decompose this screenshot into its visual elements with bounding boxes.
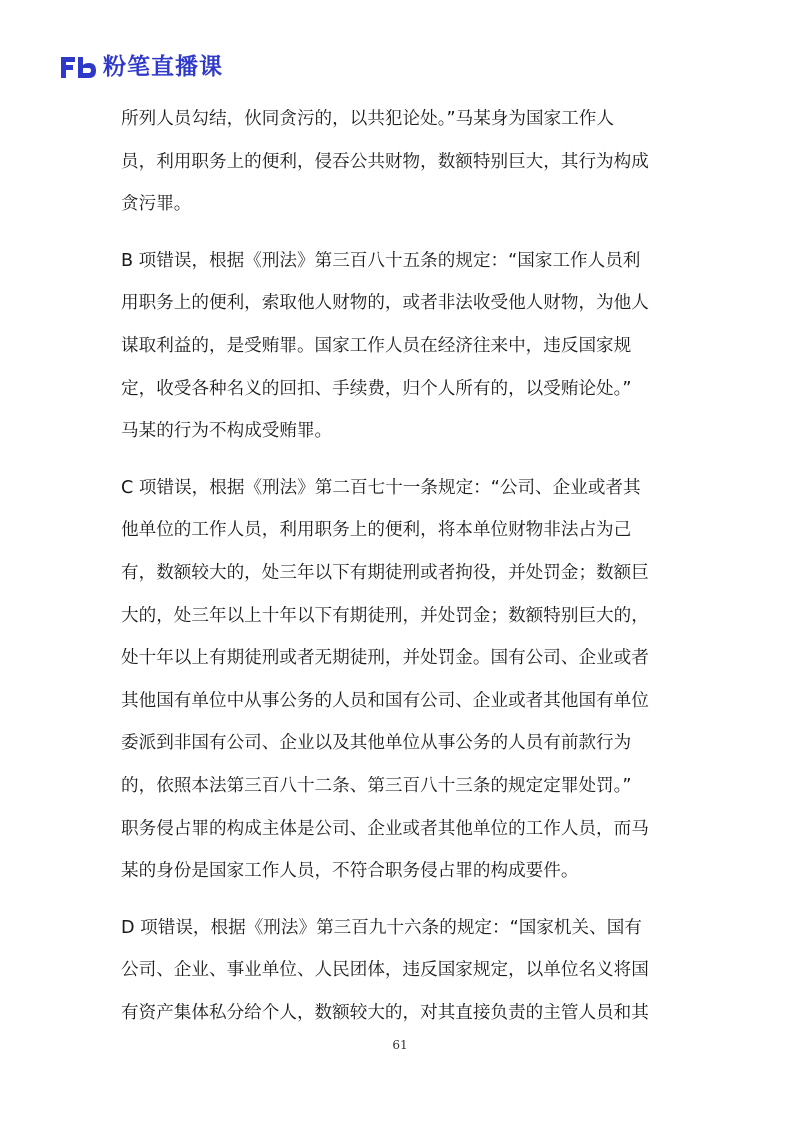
- text-line: D 项错误，根据《刑法》第三百九十六条的规定：“国家机关、国有: [121, 917, 642, 938]
- text-line: B 项错误，根据《刑法》第三百八十五条的规定：“国家工作人员利: [121, 250, 641, 271]
- text-line: 定，收受各种名义的回扣、手续费，归个人所有的，以受贿论处。”: [121, 378, 632, 399]
- text-line: 职务侵占罪的构成主体是公司、企业或者其他单位的工作人员，而马: [121, 818, 649, 839]
- fenbi-logo-icon: [58, 54, 98, 80]
- text-line: 公司、企业、事业单位、人民团体，违反国家规定，以单位名义将国: [121, 960, 649, 981]
- page-number: 61: [392, 1038, 408, 1052]
- text-line: 委派到非国有公司、企业以及其他单位从事公务的人员有前款行为: [121, 733, 632, 754]
- paragraph-a-conclusion: [121, 98, 676, 226]
- text-line: 大的，处三年以上十年以下有期徒刑，并处罚金；数额特别巨大的，: [121, 605, 649, 626]
- text-line: 所列人员勾结，伙同贪污的，以共犯论处。”马某身为国家工作人: [121, 109, 614, 129]
- text-line: 员，利用职务上的便利，侵吞公共财物，数额特别巨大，其行为构成: [121, 151, 649, 172]
- paragraph-option-d: [121, 907, 676, 1035]
- document-body: [121, 98, 676, 1048]
- text-line: 有资产集体私分给个人，数额较大的，对其直接负责的主管人员和其: [121, 1002, 649, 1023]
- text-line: 马某的行为不构成受贿罪。: [121, 421, 333, 442]
- text-line: 用职务上的便利，索取他人财物的，或者非法收受他人财物，为他人: [121, 293, 649, 314]
- text-line: 贪污罪。: [121, 194, 192, 215]
- paragraph-option-c: [121, 467, 676, 893]
- text-line: 的，依照本法第三百八十二条、第三百八十三条的规定定罪处罚。”: [121, 775, 632, 796]
- text-line: 有，数额较大的，处三年以下有期徒刑或者拘役，并处罚金；数额巨: [121, 562, 649, 583]
- paragraph-option-b: [121, 240, 676, 453]
- text-line: C 项错误，根据《刑法》第二百七十一条规定：“公司、企业或者其: [121, 477, 641, 498]
- text-line: 谋取利益的，是受贿罪。国家工作人员在经济往来中，违反国家规: [121, 335, 632, 356]
- brand-title: 粉笔直播课: [103, 54, 223, 80]
- text-line: 处十年以上有期徒刑或者无期徒刑，并处罚金。国有公司、企业或者: [121, 648, 649, 669]
- header: [58, 52, 223, 82]
- text-line: 某的身份是国家工作人员，不符合职务侵占罪的构成要件。: [121, 861, 579, 882]
- text-line: 其他国有单位中从事公务的人员和国有公司、企业或者其他国有单位: [121, 690, 649, 711]
- text-line: 他单位的工作人员，利用职务上的便利，将本单位财物非法占为己: [121, 520, 632, 541]
